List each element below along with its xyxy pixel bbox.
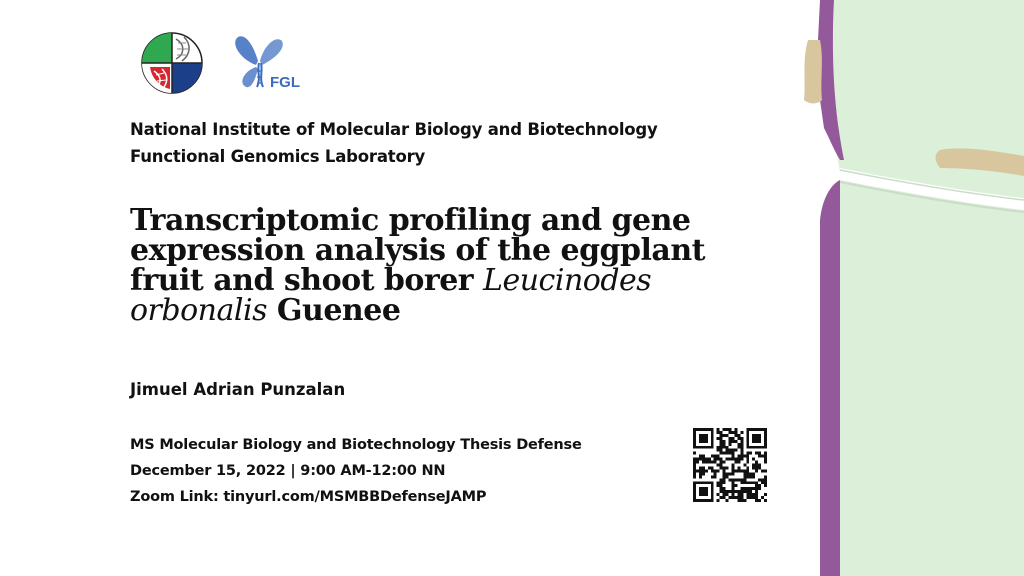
institute-block (130, 116, 658, 170)
institute-name: National Institute of Molecular Biology and Biotechnology (130, 120, 658, 139)
title-line-2: expression analysis of the eggplant (130, 233, 705, 268)
logo-row (140, 28, 306, 98)
author-name: Jimuel Adrian Punzalan (130, 380, 346, 399)
fgl-logo-text: FGL (270, 74, 300, 91)
thesis-title (130, 203, 780, 328)
dna-molecular-logo-icon (140, 31, 204, 95)
zoom-link[interactable]: Zoom Link: tinyurl.com/MSMBBDefenseJAMP (130, 489, 487, 505)
title-species-genus: Leucinodes (483, 263, 652, 298)
title-line-3 (130, 263, 780, 298)
event-type: MS Molecular Biology and Biotechnology Thesis Defense (130, 437, 582, 453)
event-date-time: December 15, 2022 | 9:00 AM-12:00 NN (130, 463, 446, 479)
title-line-1: Transcriptomic profiling and gene (130, 203, 691, 238)
title-line-4-plain: Guenee (266, 293, 401, 328)
event-details (130, 432, 582, 510)
title-line-4 (130, 293, 780, 328)
title-species-epithet: orbonalis (130, 293, 267, 328)
qr-code-icon[interactable] (693, 428, 767, 502)
laboratory-name: Functional Genomics Laboratory (130, 147, 426, 166)
plant-stem-decoration (800, 0, 1024, 576)
butterfly-dna-logo-icon (226, 31, 306, 95)
title-line-3-plain: fruit and shoot borer (130, 263, 484, 298)
